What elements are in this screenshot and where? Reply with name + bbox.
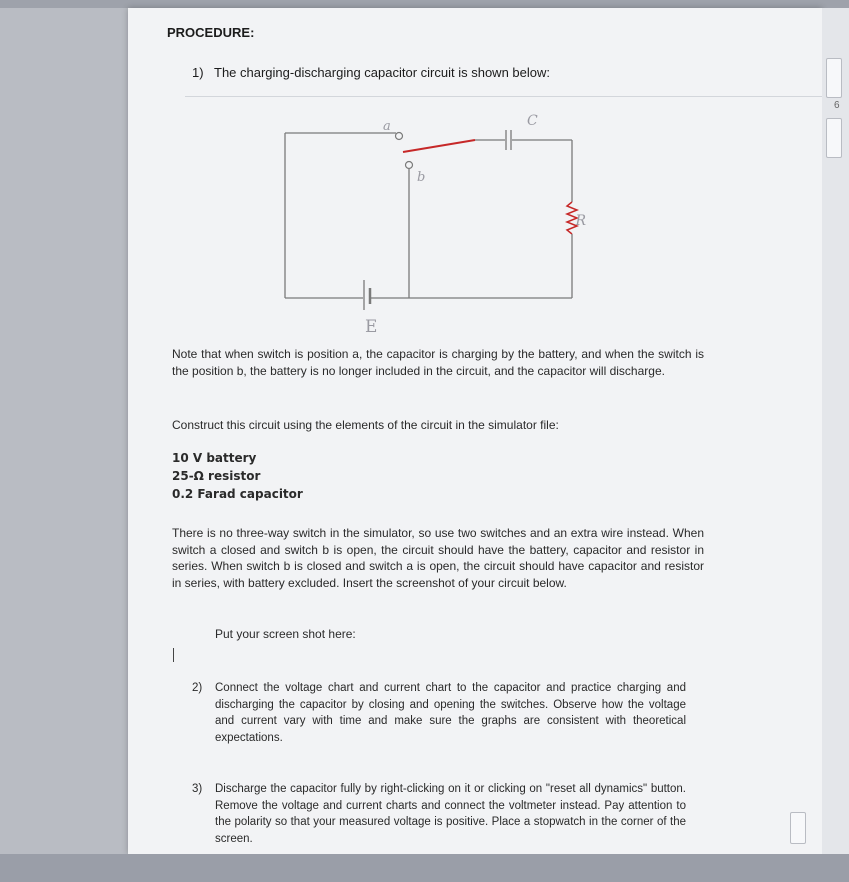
step-1-text: The charging-discharging capacitor circuit is shown below: — [214, 65, 550, 80]
step-3-number: 3) — [192, 783, 203, 795]
note-paragraph: Note that when switch is position a, the capacitor is charging by the battery, and when the switch is the position b, the battery is no longer included in the circuit, and the capacitor will discharge. — [172, 347, 704, 378]
page-number: 6 — [834, 100, 840, 111]
circuit-diagram — [270, 110, 590, 340]
step-1 — [192, 65, 550, 80]
label-r: R — [575, 213, 586, 229]
component-resistor: 25-Ω resistor — [172, 469, 261, 483]
margin-box — [790, 812, 806, 844]
text-cursor — [173, 648, 174, 662]
top-band — [0, 0, 849, 8]
screenshot-placeholder: Put your screen shot here: — [215, 627, 356, 641]
label-a: a — [383, 119, 391, 134]
switch-terminal-a — [396, 133, 403, 140]
step-2-number: 2) — [192, 682, 203, 694]
step-3-text: Discharge the capacitor fully by right-clicking on it or clicking on "reset all dynamics" button. Remove the voltage and current charts and connect the voltmeter instead. Pay attention to the polarity so that your measured voltage is positive. Place a stopwatch in the corner of the screen. — [215, 783, 686, 845]
label-e: E — [365, 317, 378, 337]
step-2-text: Connect the voltage chart and current chart to the capacitor and practice charging and discharging the capacitor by closing and opening the switches. Observe how the voltage and current vary with time and make sure the graphs are consistent with theoretical expectations. — [215, 682, 686, 744]
construct-paragraph: Construct this circuit using the elements of the circuit in the simulator file: — [172, 418, 559, 432]
step-3 — [192, 781, 686, 847]
label-c: C — [527, 113, 538, 129]
switch-arm — [403, 140, 475, 152]
component-battery: 10 V battery — [172, 451, 257, 465]
step-1-number: 1) — [192, 65, 204, 80]
label-b: b — [417, 170, 426, 185]
margin-box — [826, 118, 842, 158]
header-rule — [185, 96, 822, 97]
switch-paragraph: There is no three-way switch in the simulator, so use two switches and an extra wire instead. When switch a closed and switch b is open, the circuit should have the battery, capacitor and resistor in series. When switch b is closed and switch a is open, the circuit should have capacitor and resistor in series, with battery excluded. Insert the screenshot of your circuit below. — [172, 526, 704, 590]
bottom-band — [0, 854, 849, 882]
component-capacitor: 0.2 Farad capacitor — [172, 487, 303, 501]
margin-box — [826, 58, 842, 98]
switch-terminal-b — [406, 162, 413, 169]
procedure-heading: PROCEDURE: — [167, 25, 255, 40]
step-2 — [192, 680, 686, 746]
